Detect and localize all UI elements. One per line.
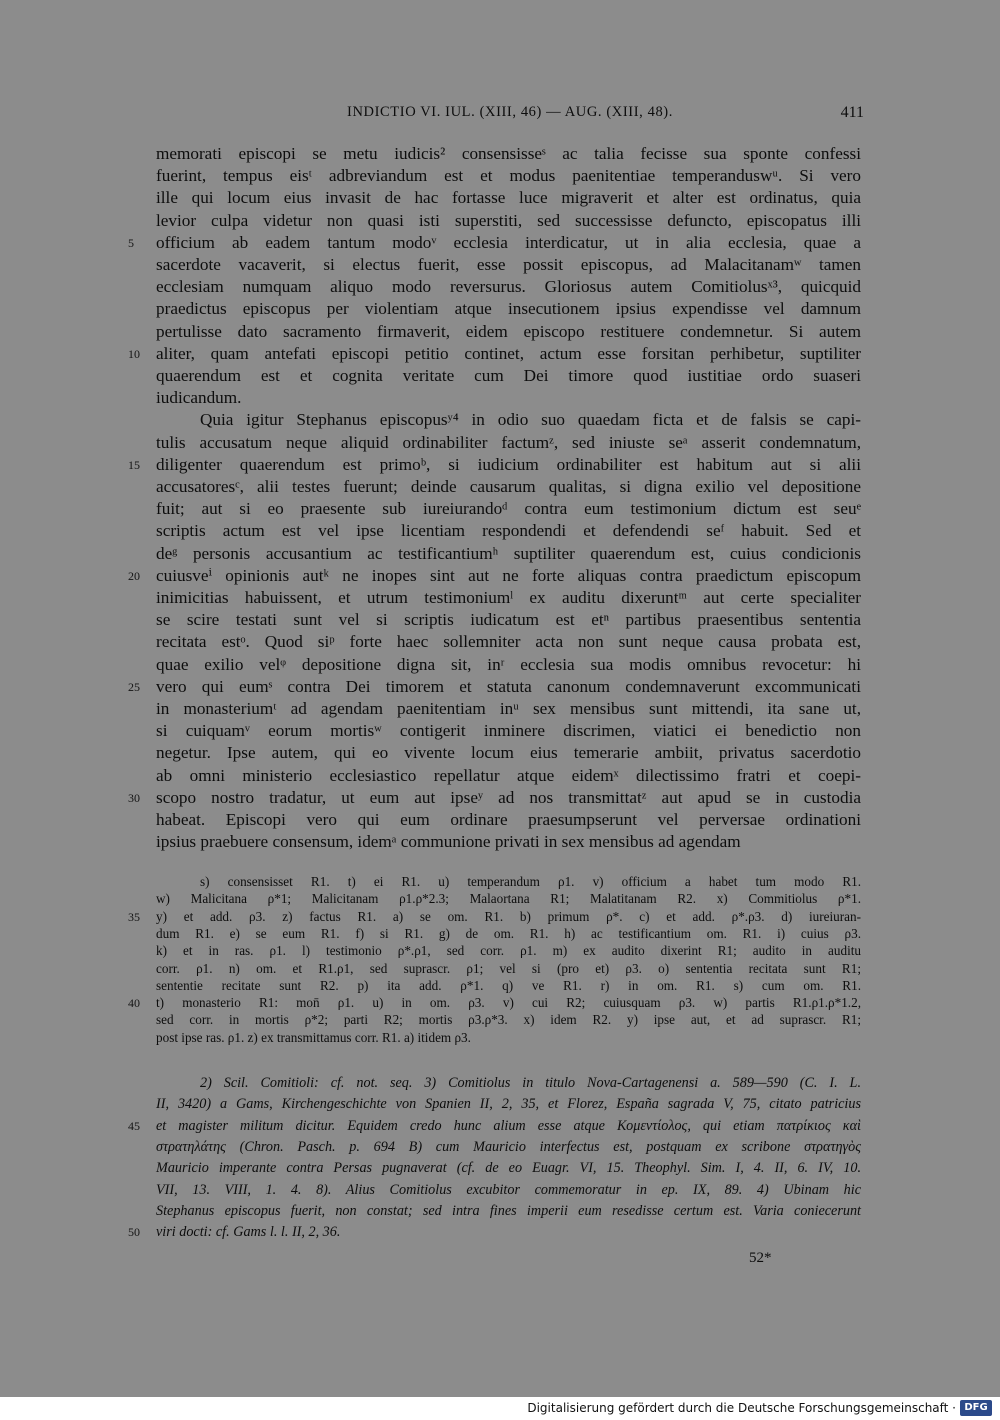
apparatus-line: k) et in ras. ρ1. l) testimonio ρ*.ρ1, sed corr. ρ1. m) ex audito dixerint R1; audito in auditu bbox=[156, 943, 861, 959]
signature-mark: 52* bbox=[749, 1250, 772, 1266]
note-line: et magister militum dicitur. Equidem credo hunc alium esse atque Κομεντίολος, qui etiam πατρίκιος καὶ bbox=[156, 1117, 861, 1134]
note-line: στρατηλάτης (Chron. Pasch. p. 694 B) cum Mauricio interfectus est, postquam ex scribone στρατηγὸς bbox=[156, 1138, 861, 1155]
text-line: quaerendum est et cognita veritate cum Dei timore quod iustitiae ordo suaseri bbox=[156, 366, 861, 385]
text-line: cuiusveⁱ opinionis autᵏ ne inopes sint aut ne forte aliquas contra praedictum episcopum bbox=[156, 565, 861, 585]
line-number: 30 bbox=[128, 790, 140, 805]
note-line: Stephanus episcopus fuerit, non constat; sed intra fines imperii eum resedisse certum est. Varia coniecerunt bbox=[156, 1202, 861, 1219]
apparatus-line: corr. ρ1. n) om. et R1.ρ1, sed suprascr. ρ1; vel si (pro et) ρ3. o) sententia recitata sunt R1; bbox=[156, 960, 861, 976]
line-number: 20 bbox=[128, 568, 140, 583]
note-line: viri docti: cf. Gams l. l. II, 2, 36. bbox=[156, 1224, 341, 1241]
apparatus-line: post ipse ras. ρ1. z) ex transmittamus corr. R1. a) itidem ρ3. bbox=[156, 1029, 471, 1045]
line-number: 40 bbox=[128, 996, 140, 1011]
text-line: scopo nostro tradatur, ut eum aut ipseʸ ad nos transmittatᶻ aut apud se in custodia bbox=[156, 787, 861, 807]
line-number: 35 bbox=[128, 909, 140, 924]
text-line: sacerdote vacaverit, si electus fuerit, esse possit episcopus, ad Malacitanamʷ tamen bbox=[156, 255, 861, 274]
text-line: vero qui eumˢ contra Dei timorem et statuta canonum condemnaverunt excommunicati bbox=[156, 676, 861, 696]
text-line: scriptis actum est vel ipse licentiam respondendi et defendendi seᶠ habuit. Sed et bbox=[156, 521, 861, 541]
text-line: recitata estᵒ. Quod siᵖ forte haec sollemniter acta non sunt neque causa probata est, bbox=[156, 632, 861, 652]
text-line: ab omni ministerio ecclesiastico repellatur atque eidemˣ dilectissimo fratri et coepi- bbox=[156, 765, 861, 785]
text-line: Quia igitur Stephanus episcopusʸ⁴ in odio suo quaedam ficta et de falsis se capi- bbox=[200, 410, 861, 430]
text-line: levior culpa videtur non quasi isti superstiti, sed successisse defuncto, episcopatus illi bbox=[156, 210, 861, 230]
text-line: deᵍ personis accusantium ac testificantiumʰ suptiliter quaerendum est, cuius condicionis bbox=[156, 543, 861, 563]
line-number: 10 bbox=[128, 346, 140, 361]
text-line: in monasteriumᵗ ad agendam paenitentiam inᵘ sex mensibus sunt mittendi, ita sane ut, bbox=[156, 699, 861, 718]
page-header bbox=[0, 104, 1000, 130]
apparatus-line: sententie recitate sunt R2. p) ita add. ρ*1. q) ve R1. r) in om. R1. s) cum om. R1. bbox=[156, 977, 861, 993]
line-number: 15 bbox=[128, 457, 140, 472]
text-line: diligenter quaerendum est primoᵇ, si iudicium ordinabiliter est habitum aut si alii bbox=[156, 454, 861, 474]
text-line: si cuiquamᵛ eorum mortisʷ contigerit inminere discrimen, viatici ei benedictio non bbox=[156, 721, 861, 741]
text-line: officium ab eadem tantum modoᵛ ecclesia interdicatur, ut in alia ecclesia, quae a bbox=[156, 232, 861, 252]
apparatus-line: w) Malicitana ρ*1; Malicitanam ρ1.ρ*2.3; Malaortana R1; Malatitanam R2. x) Commitiolus ρ*1. bbox=[156, 891, 861, 907]
apparatus-line: y) et add. ρ3. z) factus R1. a) se om. R1. b) primum ρ*. c) et add. ρ*.ρ3. d) iureiuran- bbox=[156, 908, 861, 924]
running-head: INDICTIO VI. IUL. (XIII, 46) — AUG. (XIII, 48). bbox=[347, 104, 673, 120]
text-line: iudicandum. bbox=[156, 388, 242, 408]
note-line: II, 3420) a Gams, Kirchengeschichte von Spanien II, 2, 35, et Florez, España sagrada V, 75, citato patricius bbox=[156, 1096, 861, 1113]
page-number: 411 bbox=[840, 104, 864, 121]
text-line: ecclesiam numquam aliquo modo reversurus. Gloriosus autem Comitiolusˣ³, quicquid bbox=[156, 277, 861, 297]
text-line: ille qui locum eius invasit de hac fortasse luce migraverit et alter est ordinatus, quia bbox=[156, 188, 861, 208]
text-line: inimicitias habuissent, et utrum testimoniumˡ ex auditu dixeruntᵐ aut certe specialiter bbox=[156, 588, 861, 607]
note-line: Mauricio imperante contra Persas pugnaverat (cf. de eo Euagr. VI, 15. Theophyl. Sim. I, 4. II, 6. IV, 10. bbox=[156, 1160, 861, 1177]
text-line: pertulisse dato sacramento firmaverit, eidem episcopo restituere condemnetur. Si autem bbox=[156, 321, 861, 341]
text-line: accusatoresᶜ, alii testes fuerunt; deinde causarum qualitas, si digna exilio vel depositione bbox=[156, 477, 861, 496]
note-line: VII, 13. VIII, 1. 4. 8). Alius Comitiolus excubitor commemoratur in ep. IX, 89. 4) Ubinam hic bbox=[156, 1181, 861, 1198]
text-line: habeat. Episcopi vero qui eum ordinare praesumpserunt vel perversae ordinationi bbox=[156, 810, 861, 829]
footer-bar bbox=[0, 1397, 1000, 1420]
text-line: fuerint, tempus eisᵗ adbreviandum est et modus paenitentiae temperanduswᵘ. Si vero bbox=[156, 166, 861, 186]
funding-text: Digitalisierung gefördert durch die Deutsche Forschungsgemeinschaft · bbox=[527, 1401, 956, 1415]
apparatus-line: s) consensisset R1. t) ei R1. u) temperandum ρ1. v) officium a habet tum modo R1. bbox=[200, 874, 861, 889]
text-line: aliter, quam antefati episcopi petitio continet, actum esse forsitan perhibetur, suptiliter bbox=[156, 343, 861, 363]
line-number: 45 bbox=[128, 1118, 140, 1133]
text-line: quae exilio velᵠ depositione digna sit, inʳ ecclesia sua modis omnibus revocetur: hi bbox=[156, 654, 861, 674]
text-line: tulis accusatum neque aliquid ordinabiliter factumᶻ, sed iniuste seᵃ asserit condemnatum, bbox=[156, 432, 861, 452]
line-number: 5 bbox=[128, 235, 134, 250]
apparatus-line: t) monasterio R1: mon̄ ρ1. u) in om. ρ3. v) cui R2; cuiusquam ρ3. w) partis R1.ρ1.ρ*1.2, bbox=[156, 995, 861, 1011]
line-number: 25 bbox=[128, 679, 140, 694]
dfg-logo: DFG bbox=[960, 1400, 992, 1416]
text-line: se scire testati sunt vel si scriptis iudicatum est etⁿ partibus praesentibus sententia bbox=[156, 610, 861, 630]
apparatus-line: sed corr. in mortis ρ*2; parti R2; mortis ρ3.ρ*3. x) idem R2. y) ipse aut, et ad suprascr. R1; bbox=[156, 1012, 861, 1028]
text-line: fuit; aut si eo praesente sub iureiurandoᵈ contra eum testimonium dictum est seuᵉ bbox=[156, 499, 861, 519]
text-line: praedictus episcopus per violentiam atque insecutionem ipsius expendisse vel damnum bbox=[156, 299, 861, 319]
text-line: memorati episcopi se metu iudicis² consensisseˢ ac talia fecisse sua sponte confessi bbox=[156, 144, 861, 163]
note-line: 2) Scil. Comitioli: cf. not. seq. 3) Comitiolus in titulo Nova-Cartagenensi a. 589—590 (C. I. L. bbox=[200, 1075, 861, 1091]
text-line: ipsius praebuere consensum, idemᵃ communione privati in sex mensibus ad agendam bbox=[156, 832, 741, 852]
text-line: negetur. Ipse autem, qui eo vivente locum eius temerarie ambiit, privatus sacerdotio bbox=[156, 743, 861, 763]
apparatus-line: dum R1. e) se eum R1. f) si R1. g) de om. R1. h) ac testificantium om. R1. i) cuius ρ3. bbox=[156, 925, 861, 941]
line-number: 50 bbox=[128, 1225, 140, 1240]
